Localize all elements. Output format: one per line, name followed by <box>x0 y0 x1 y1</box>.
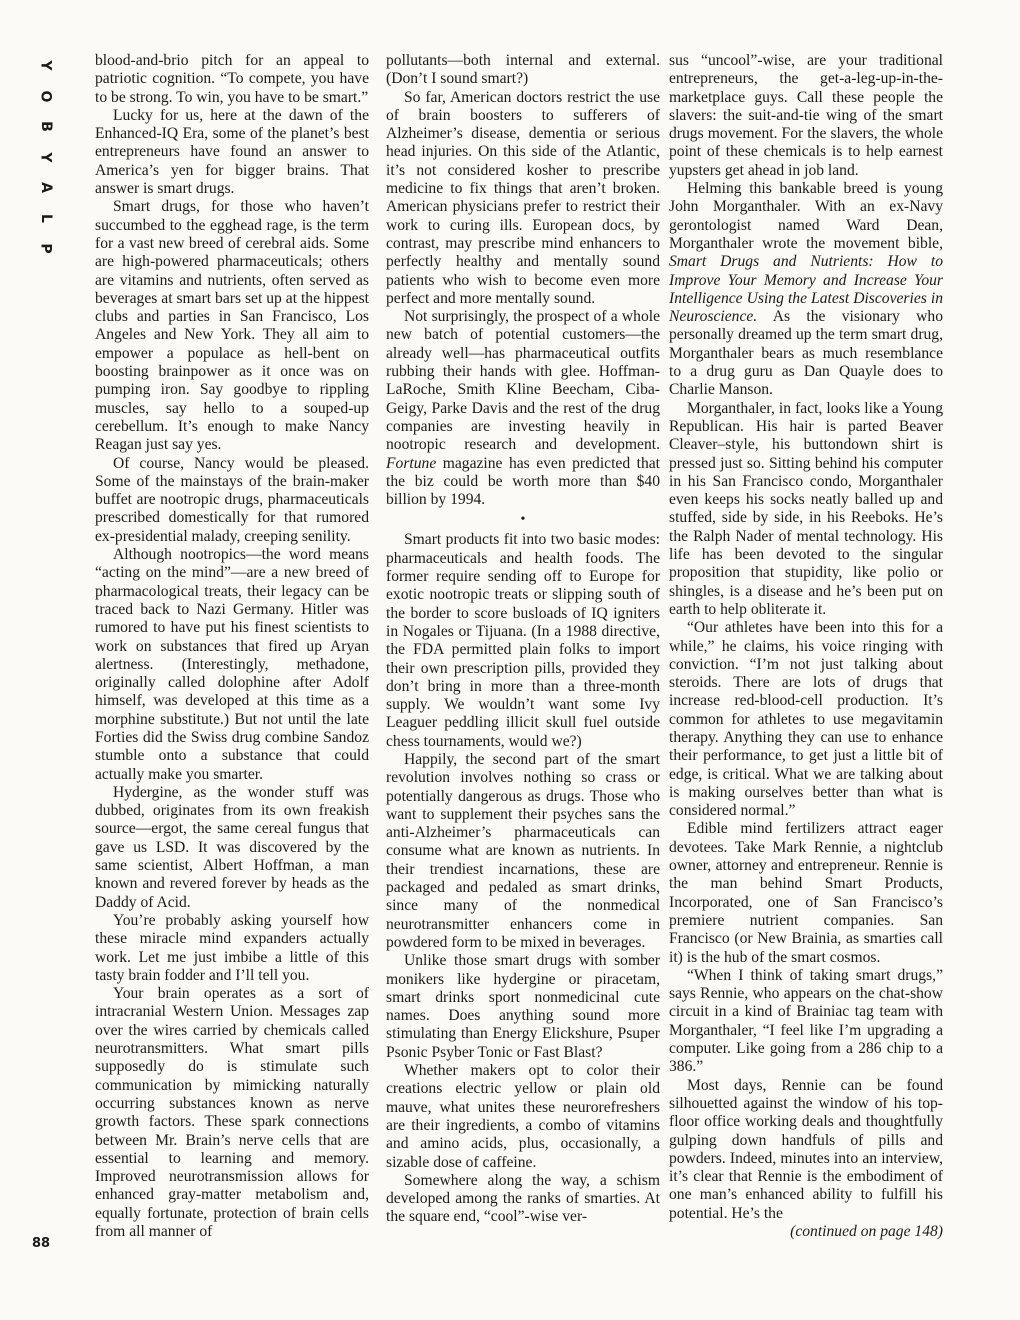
paragraph: You’re probably asking yourself how these miracle mind expanders actually work. Let me just imbibe a little of this tasty brain fodder and I’ll tell you. <box>95 911 369 984</box>
article-column-1 <box>95 52 369 1241</box>
paragraph: Happily, the second part of the smart revolution involves nothing so crass or potentially dangerous as drugs. Those who want to supplement their psyches sans the anti-Alzheimer’s pharmaceuticals can consume what are known as nutrients. In their trendiest incarnations, these are packaged and pedaled as smart drinks, since many of the nonmedical neurotransmitter enhancers come in powdered form to be mixed in beverages. <box>386 750 660 951</box>
paragraph-text: As the visionary who personally dreamed up the term smart drug, Morganthaler bears as much resemblance to a drug guru as Dan Quayle does to Charlie Manson. <box>669 308 944 399</box>
paragraph: Hydergine, as the wonder stuff was dubbed, originates from its own freakish source—ergot, the same cereal fungus that gave us LSD. It was discovered by the same scientist, Albert Hoffman, a man known and revered forever by heads as the Daddy of Acid. <box>95 783 369 911</box>
magazine-letter: Y <box>37 151 54 163</box>
paragraph: Of course, Nancy would be pleased. Some of the mainstays of the brain-maker buffet are nootropic drugs, pharmaceuticals prescribed domestically for that rumored ex-presidential malady, creeping senility. <box>95 454 369 545</box>
magazine-name-vertical <box>28 58 62 272</box>
section-divider-dot: • <box>520 512 526 528</box>
paragraph: Smart drugs, for those who haven’t succumbed to the egghead rage, is the term for a vast new breed of cerebral aids. Some are high-powered pharmaceuticals; others are vitamins and nutrients, often served as beverages at smart bars set up at the hippest clubs and parties in San Francisco, Los Angeles and New York. They all aim to empower a populace as hell-bent on boosting brainpower as it once was on pumping iron. Say goodbye to rippling muscles, say hello to a souped-up cerebellum. It’s enough to make Nancy Reagan just say yes. <box>95 198 369 454</box>
magazine-letter: L <box>37 213 54 223</box>
magazine-letter: B <box>37 121 54 132</box>
paragraph: “When I think of taking smart drugs,” says Rennie, who appears on the chat-show circuit in a kind of Brainiac tag team with Morganthaler, “I feel like I’m upgrading a computer. Like going from a 286 chip to a 386.” <box>669 966 943 1076</box>
paragraph: “Our athletes have been into this for a while,” he claims, his voice ringing with conviction. “I’m not just talking about steroids. There are lots of drugs that increase red-blood-cell production. It’s common for athletes to use megavitamin therapy. Anything they can use to enhance their performance, to get just a little bit of edge, is critical. What we are talking about is making ourselves better than what is considered normal.” <box>669 619 943 820</box>
article-column-2 <box>386 52 660 1227</box>
paragraph <box>386 308 660 509</box>
paragraph: pollutants—both internal and external. (Don’t I sound smart?) <box>386 52 660 88</box>
magazine-title: Fortune <box>386 454 437 472</box>
magazine-letter: O <box>37 90 54 102</box>
paragraph: Smart products fit into two basic modes: pharmaceuticals and health foods. The former require sending off to Europe for exotic nootropic treats or slipping south of the border to score busloads of IQ igniters in Nogales or Tijuana. (In a 1988 directive, the FDA permitted plain folks to import their own prescription pills, provided they don’t bring in more than a three-month supply. We wouldn’t want some Ivy Leaguer peddling illicit skull fuel outside chess tournaments, would we?) <box>386 531 660 750</box>
article-column-3 <box>669 52 943 1241</box>
paragraph: Your brain operates as a sort of intracranial Western Union. Messages zap over the wires carried by chemicals called neurotransmitters. What smart pills supposedly do is stimulate such communication by mimicking naturally occurring substances known as nerve growth factors. These spark connections between Mr. Brain’s nerve cells that are essential to learning and memory. Improved neurotransmission allows for enhanced gray-matter metabolism and, equally fortunate, protection of brain cells from all manner of <box>95 985 369 1240</box>
paragraph: Although nootropics—the word means “acting on the mind”—are a new breed of pharmacological treats, their legacy can be traced back to Nazi Germany. Hitler was rumored to have put his finest scientists to work on substances that fired up Aryan alertness. (Interestingly, methadone, originally called dolophine after Adolf himself, was developed at this time as a morphine substitute.) But not until the late Forties did the Swiss drug combine Sandoz stumble onto a substance that could actually make you smarter. <box>95 546 369 783</box>
paragraph-text: Not surprisingly, the prospect of a whole new batch of potential customers—the already well—has pharmaceutical outfits rubbing their hands with glee. Hoffman-LaRoche, Smith Kline Beecham, Ciba-Geigy, Parke Davis and the rest of the drug companies are investing heavily in nootropic research and development. <box>386 308 660 454</box>
book-title: Smart Drugs and Nutrients: How to Improve Your Memory and Increase Your Intelligence Using the Latest Discoveries in Neuroscience. <box>669 253 943 326</box>
paragraph: So far, American doctors restrict the use of brain boosters to sufferers of Alzheimer’s disease, dementia or serious head injuries. On this side of the Atlantic, it’s not considered kosher to prescribe medicine to fix things that aren’t broken. American physicians prefer to restrict their work to curing ills. European docs, by contrast, may prescribe mind enhancers to perfectly healthy and mentally sound patients who wish to become even more perfect and more mentally sound. <box>386 88 660 307</box>
magazine-letter: P <box>37 243 54 254</box>
paragraph: Lucky for us, here at the dawn of the Enhanced-IQ Era, some of the planet’s best entrepreneurs have found an answer to America’s yen for bigger brains. That answer is smart drugs. <box>95 106 369 198</box>
paragraph: blood-and-brio pitch for an appeal to patriotic cognition. “To compete, you have to be strong. To win, you have to be smart.” <box>95 52 369 106</box>
paragraph <box>669 180 943 400</box>
paragraph: Edible mind fertilizers attract eager devotees. Take Mark Rennie, a nightclub owner, attorney and entrepreneur. Rennie is the man behind Smart Products, Incorporated, one of San Francisco’s premiere nutrient companies. San Francisco (or New Brainia, as smarties call it) is the hub of the smart cosmos. <box>669 820 943 966</box>
paragraph: sus “uncool”-wise, are your traditional entrepreneurs, the get-a-leg-up-in-the-marketplace guys. Call these people the slavers: the suit-and-tie wing of the smart drugs movement. For the slavers, the whole point of these chemicals is to help earnest yupsters get ahead in job land. <box>669 52 943 179</box>
paragraph: Morganthaler, in fact, looks like a Young Republican. His hair is parted Beaver Cleaver–style, his buttondown shirt is pressed just so. Sitting behind his computer in his San Francisco condo, Morganthaler even keeps his socks neatly balled up and stuffed, side by side, in his Reeboks. He’s the Ralph Nader of mental technology. His life has been devoted to the singular proposition that stupidity, like polio or shingles, is a disease and he’s been put on earth to help obliterate it. <box>669 399 943 618</box>
paragraph-text: Helming this bankable breed is young John Morganthaler. With an ex-Navy gerontologist named Ward Dean, Morganthaler wrote the movement bible, <box>669 180 943 252</box>
paragraph: Most days, Rennie can be found silhouetted against the window of his top-floor office working deals and thoughtfully gulping down handfuls of pills and powders. Indeed, minutes into an interview, it’s clear that Rennie is the embodiment of one man’s enhanced ability to fulfill his potential. He’s the <box>669 1076 943 1222</box>
continued-notice: (continued on page 148) <box>790 1223 943 1240</box>
magazine-letter: A <box>37 182 54 193</box>
paragraph-text: magazine has even predicted that the biz could be worth more than $40 billion by 1994. <box>386 454 660 509</box>
magazine-letter: Y <box>37 60 54 71</box>
paragraph: Unlike those smart drugs with somber monikers like hydergine or piracetam, smart drinks sport nonmedicinal cute names. Does anything sound more stimulating than Energy Elickshure, Psuper Psonic Psyber Tonic or Fast Blast? <box>386 952 660 1061</box>
paragraph: Whether makers opt to color their creations electric yellow or plain old mauve, what unites these neurorefreshers are their ingredients, a combo of vitamins and amino acids, plus, occasionally, a sizable dose of caffeine. <box>386 1062 660 1171</box>
paragraph: Somewhere along the way, a schism developed among the ranks of smarties. At the square end, “cool”-wise ver- <box>386 1171 660 1226</box>
page-number: 88 <box>32 1236 51 1251</box>
